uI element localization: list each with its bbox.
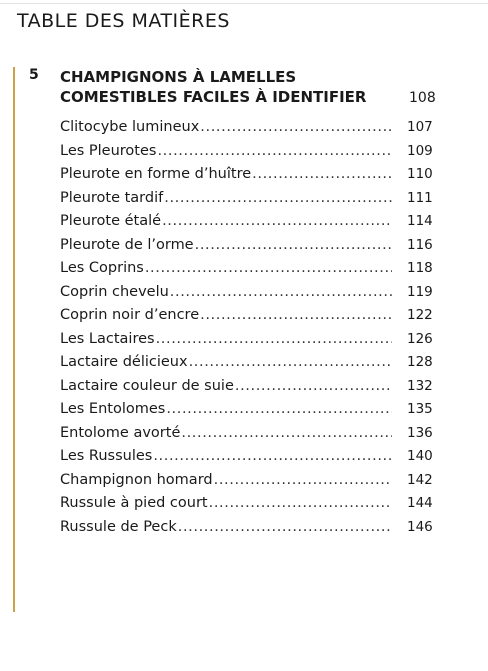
dot-leader xyxy=(156,331,392,347)
toc-entry-page: 126 xyxy=(407,330,433,347)
toc-entry-label: Coprin chevelu xyxy=(60,283,169,300)
dot-leader xyxy=(162,213,392,229)
dot-leader xyxy=(145,260,392,276)
toc-entry-label: Les Russules xyxy=(60,448,153,464)
toc-entry-page: 107 xyxy=(407,119,433,135)
toc-entry[interactable] xyxy=(60,284,435,308)
toc-entry-label: Clitocybe lumineux xyxy=(60,119,200,135)
toc-entry[interactable] xyxy=(60,448,435,472)
toc-entry-label: Les Pleurotes xyxy=(60,142,157,159)
dot-leader xyxy=(252,166,392,182)
toc-entry[interactable] xyxy=(60,237,435,261)
toc-entry-label: Coprin noir d’encre xyxy=(60,307,200,323)
toc-entry-page: 111 xyxy=(407,189,433,206)
toc-entry[interactable] xyxy=(60,378,435,402)
chapter-number: 5 xyxy=(29,67,39,83)
toc-entry-page: 140 xyxy=(407,448,433,464)
dot-leader xyxy=(235,378,392,394)
dot-leader xyxy=(209,495,392,511)
toc-entry-page: 144 xyxy=(407,495,433,511)
toc-entry-page: 136 xyxy=(407,424,433,441)
dot-leader xyxy=(157,143,392,159)
dot-leader xyxy=(200,307,392,323)
toc-entry[interactable] xyxy=(60,425,435,449)
toc-entry[interactable] xyxy=(60,472,435,496)
toc-entry-page: 114 xyxy=(407,213,433,229)
dot-leader xyxy=(164,190,392,206)
toc-entry[interactable] xyxy=(60,166,435,190)
toc-entry-list xyxy=(60,119,435,542)
toc-entry-label: Les Entolomes xyxy=(60,401,166,417)
toc-entry-label: Champignon homard xyxy=(60,471,213,488)
toc-chapter-section xyxy=(13,67,453,612)
dot-leader xyxy=(166,401,392,417)
toc-entry-page: 118 xyxy=(407,260,433,276)
toc-entry-label: Les Coprins xyxy=(60,260,144,276)
toc-entry-page: 116 xyxy=(407,236,433,253)
chapter-title-line-2: COMESTIBLES FACILES À IDENTIFIER xyxy=(60,88,367,106)
toc-entry[interactable] xyxy=(60,307,435,331)
toc-entry[interactable] xyxy=(60,190,435,214)
toc-entry-label: Lactaire couleur de suie xyxy=(60,377,234,394)
dot-leader xyxy=(178,519,392,535)
toc-entry-label: Lactaire délicieux xyxy=(60,354,188,370)
dot-leader xyxy=(214,472,392,488)
toc-entry[interactable] xyxy=(60,354,435,378)
chapter-page-number: 108 xyxy=(409,90,436,106)
dot-leader xyxy=(170,284,392,300)
dot-leader xyxy=(181,425,392,441)
toc-entry-page: 110 xyxy=(407,166,433,182)
toc-entry-page: 128 xyxy=(407,354,433,370)
toc-entry-label: Pleurote en forme d’huître xyxy=(60,166,252,182)
toc-entry[interactable] xyxy=(60,519,435,543)
toc-entry[interactable] xyxy=(60,213,435,237)
toc-entry-page: 122 xyxy=(407,307,433,323)
toc-entry-label: Russule de Peck xyxy=(60,518,177,535)
toc-entry[interactable] xyxy=(60,143,435,167)
toc-entry-page: 119 xyxy=(407,283,433,300)
toc-entry[interactable] xyxy=(60,331,435,355)
toc-entry[interactable] xyxy=(60,401,435,425)
toc-entry-label: Les Lactaires xyxy=(60,330,155,347)
toc-entry-page: 132 xyxy=(407,377,433,394)
toc-entry-page: 109 xyxy=(407,142,433,159)
toc-entry-page: 142 xyxy=(407,471,433,488)
dot-leader xyxy=(195,237,392,253)
chapter-title-line-1: CHAMPIGNONS À LAMELLES xyxy=(60,68,297,86)
page-title: TABLE DES MATIÈRES xyxy=(17,10,230,32)
toc-entry[interactable] xyxy=(60,119,435,143)
toc-entry-label: Pleurote étalé xyxy=(60,213,162,229)
top-divider xyxy=(0,3,488,4)
chapter-accent-bar xyxy=(13,67,15,612)
chapter-title[interactable] xyxy=(60,67,390,107)
toc-entry-label: Pleurote de l’orme xyxy=(60,236,194,253)
toc-entry[interactable] xyxy=(60,495,435,519)
toc-entry-label: Entolome avorté xyxy=(60,424,181,441)
dot-leader xyxy=(200,119,392,135)
dot-leader xyxy=(189,354,392,370)
toc-entry[interactable] xyxy=(60,260,435,284)
toc-entry-label: Russule à pied court xyxy=(60,495,208,511)
toc-entry-page: 146 xyxy=(407,518,433,535)
dot-leader xyxy=(153,448,392,464)
toc-entry-label: Pleurote tardif xyxy=(60,189,164,206)
toc-entry-page: 135 xyxy=(407,401,433,417)
